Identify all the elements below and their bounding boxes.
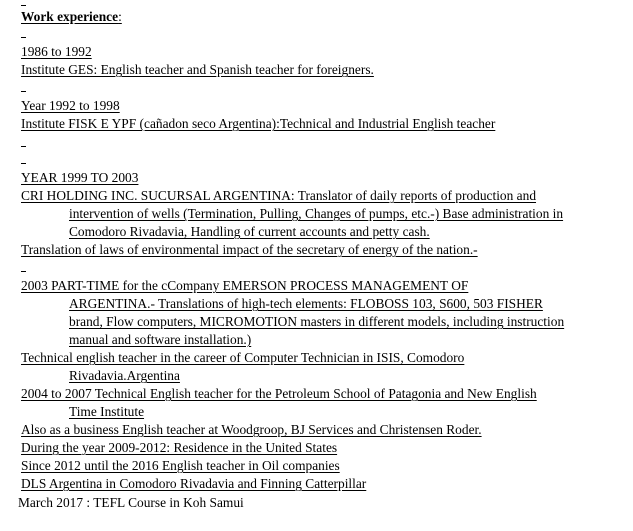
entry-line: Rivadavia.Argentina (69, 368, 180, 383)
entry-line: 2004 to 2007 Technical English teacher for the Petroleum School of Patagonia and New English (21, 386, 537, 401)
paragraph-mark (21, 5, 26, 6)
entry-line: Institute FISK E YPF (cañadon seco Argentina):Technical and Industrial English teacher (21, 116, 496, 131)
paragraph-mark (21, 37, 26, 38)
entry-line: Institute GES: English teacher and Spanish teacher for foreigners. (21, 62, 374, 77)
entry-line: CRI HOLDING INC. SUCURSAL ARGENTINA: Translator of daily reports of production and (21, 188, 537, 203)
entry-line: March 2017 : TEFL Course in Koh Samui (18, 495, 244, 510)
entry-line: Translation of laws of environmental impact of the secretary of energy of the nation.- (21, 242, 478, 257)
entry-line: Comodoro Rivadavia, Handling of current accounts and petty cash. (69, 224, 430, 239)
entry-line: manual and software installation.) (69, 332, 252, 347)
paragraph-mark (21, 91, 26, 92)
paragraph-mark (21, 163, 26, 164)
entry-line: 1986 to 1992 (21, 44, 92, 59)
entry-line: Technical english teacher in the career of Computer Technician in ISIS, Comodoro (21, 350, 465, 365)
entry-line: DLS Argentina in Comodoro Rivadavia and Finning Catterpillar (21, 476, 367, 491)
entry-line: intervention of wells (Termination, Pulling, Changes of pumps, etc.-) Base administration in (69, 206, 564, 221)
section-heading: Work experience: (21, 9, 122, 24)
paragraph-mark (21, 271, 26, 272)
entry-line: During the year 2009-2012: Residence in the United States (21, 440, 338, 455)
entry-line: YEAR 1999 TO 2003 (21, 170, 139, 185)
entry-line: Since 2012 until the 2016 English teacher in Oil companies (21, 458, 340, 473)
entry-line: Also as a business English teacher at Woodgroop, BJ Services and Christensen Roder. (21, 422, 482, 437)
entry-line: ARGENTINA.- Translations of high-tech elements: FLOBOSS 103, S600, 503 FISHER (69, 296, 543, 311)
entry-line: Time Institute (69, 404, 145, 419)
entry-line: Year 1992 to 1998 (21, 98, 120, 113)
entry-line: brand, Flow computers, MICROMOTION masters in different models, including instruction (69, 314, 565, 329)
entry-line: 2003 PART-TIME for the cCompany EMERSON PROCESS MANAGEMENT OF (21, 278, 469, 293)
paragraph-mark (21, 146, 26, 147)
